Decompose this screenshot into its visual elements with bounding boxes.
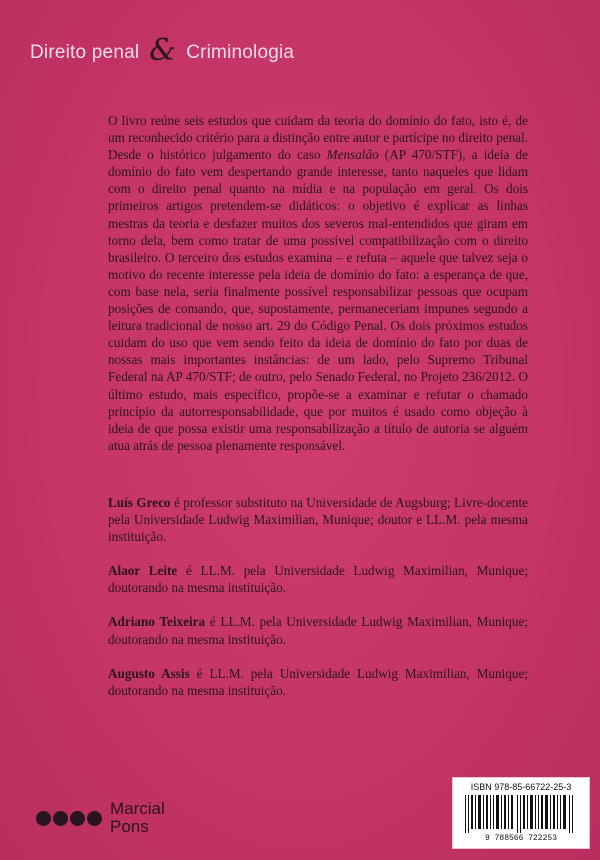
author-text: é LL.M. pela Universidade Ludwig Maximilian, Munique; doutorando na mesma instituição. [108,563,528,596]
series-title [30,33,295,68]
author-name: Augusto Assis [108,665,190,681]
author-bio [108,665,528,699]
barcode-bars-icon [465,795,577,833]
blurb-part-2: (AP 470/STF), a ideia de domínio do fato vem despertando grande interesse, tanto naqueles que lidam com o direito penal quanto na mídia e na população em geral. Os dois primeiros artigos pretendem-se didáticos: o objetivo é explicar as linhas mestras da teoria e desfazer muitos dos severos mal-entendidos que giram em torno dela, bem como tratar de uma possível compatibilização com o direito brasileiro. O terceiro dos estudos examina – e refuta – aquele que talvez seja o motivo do recente interesse pela ideia de domínio do fato: a esperança de que, com base nela, seria finalmente possível responsabilizar pessoas que ocupam posições de comando, que, supostamente, permaneceriam impunes segundo a leitura tradicional de nosso art. 29 do Código Penal. Os dois próximos estudos cuidam do uso que vem sendo feito da ideia de domínio do fato por duas de nossas mais importantes instâncias: de um lado, pelo Supremo Tribunal Federal na AP 470/STF; de outro, pelo Senado Federal, no Projeto 236/2012. O último estudo, mais específico, propõe-se a examinar e refutar o chamado princípio da autorresponsabilidade, que por muitos é usado como objeção à ideia de que possa existir uma responsabilização a título de autoria se alguém atua atrás de pessoa plenamente responsável. [108,147,528,453]
author-text: é LL.M. pela Universidade Ludwig Maximilian, Munique; doutorando na mesma instituição. [108,665,528,698]
series-right: Criminologia [186,42,295,63]
publisher-line-1: Marcial [110,799,165,818]
author-name: Luís Greco [108,495,171,510]
publisher-mark-icon [36,811,102,826]
author-text: é professor substituto na Universidade de Augsburg; Livre-docente pela Universidade Ludwig Maximilian, Munique; doutor e LL.M. pela mesma instituição. [108,495,528,545]
blurb-emphasis: Mensalão [326,147,379,163]
barcode-number: 9 788566 722253 [484,834,557,843]
author-bios [108,494,528,716]
series-left: Direito penal [30,42,140,63]
blurb-part-1: O livro reúne seis estudos que cuidam da teoria do domínio do fato, isto é, de um reconhecido critério para a distinção entre autor e partícipe no direito penal. Desde o histórico julgamento do caso [108,113,528,163]
barcode [452,777,590,849]
author-name: Alaor Leite [108,563,178,579]
author-bio [108,562,528,596]
publisher-logo [36,800,165,836]
author-name: Adriano Teixeira [108,614,206,630]
publisher-name [110,800,165,836]
publisher-line-2: Pons [110,817,149,836]
author-bio [108,494,528,545]
author-text: é LL.M. pela Universidade Ludwig Maximilian, Munique; doutorando na mesma instituição. [108,614,528,647]
book-blurb [108,112,528,454]
ampersand: & [149,33,177,68]
author-bio [108,613,528,647]
isbn-label: ISBN 978-85-66722-25-3 [470,782,572,792]
